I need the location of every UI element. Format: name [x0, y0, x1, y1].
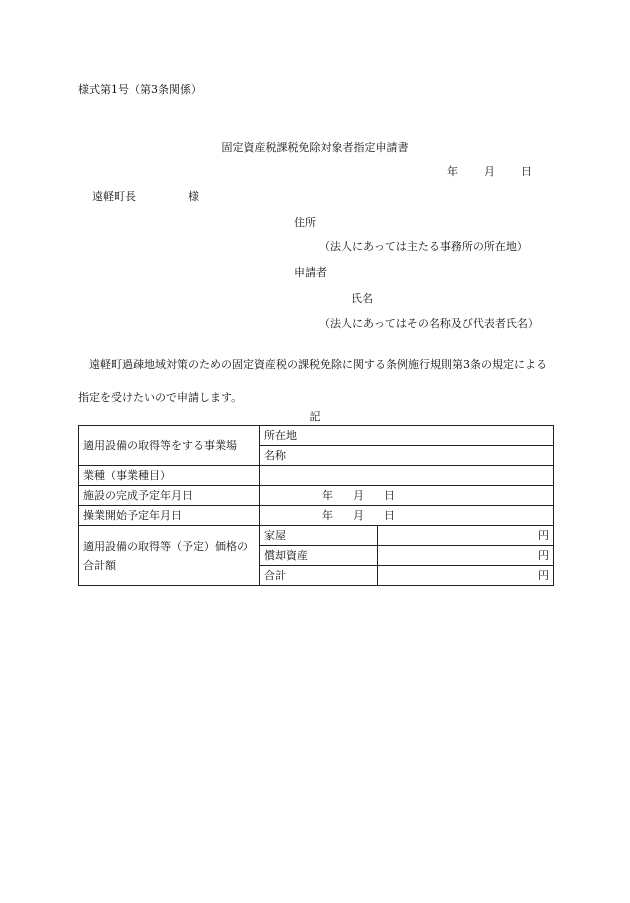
cost-row-label: 家屋 — [260, 526, 378, 546]
business-site-label: 適用設備の取得等をする事業場 — [79, 426, 260, 466]
industry-value — [260, 466, 554, 486]
cost-label: 適用設備の取得等（予定）価格の合計額 — [79, 526, 260, 586]
date-month: 月 — [353, 489, 364, 502]
cost-row-label: 償却資産 — [260, 546, 378, 566]
table-row — [79, 486, 554, 506]
date-line — [447, 163, 532, 179]
table-row — [79, 526, 554, 546]
date-month: 月 — [353, 509, 364, 522]
addressee-name: 遠軽町長 — [92, 190, 136, 203]
cost-row-unit: 円 — [378, 526, 554, 546]
location-label: 所在地 — [260, 426, 554, 446]
applicant-label: 申請者 — [294, 266, 327, 279]
detail-table — [78, 425, 554, 586]
cost-row-label: 合計 — [260, 566, 378, 586]
addressee-honorific: 様 — [188, 190, 199, 203]
date-year: 年 — [447, 165, 458, 178]
table-row — [79, 506, 554, 526]
cost-row-unit: 円 — [378, 546, 554, 566]
address-note: （法人にあっては主たる事務所の所在地） — [319, 240, 528, 253]
address-label: 住所 — [294, 216, 316, 229]
ki-heading: 記 — [309, 410, 321, 423]
industry-label: 業種（事業種目） — [79, 466, 260, 486]
completion-date-label: 施設の完成予定年月日 — [79, 486, 260, 506]
table-row — [79, 466, 554, 486]
site-name-label: 名称 — [260, 446, 554, 466]
cost-row-unit: 円 — [378, 566, 554, 586]
operation-date-label: 操業開始予定年月日 — [79, 506, 260, 526]
completion-date-value — [260, 486, 554, 506]
date-day: 日 — [384, 489, 395, 502]
name-label: 氏名 — [351, 292, 373, 305]
document-title: 固定資産税課税免除対象者指定申請書 — [221, 141, 409, 154]
operation-date-value — [260, 506, 554, 526]
date-day: 日 — [384, 509, 395, 522]
date-day: 日 — [521, 165, 532, 178]
date-year: 年 — [322, 489, 333, 502]
form-number: 様式第1号（第3条関係） — [78, 83, 202, 96]
date-year: 年 — [322, 509, 333, 522]
date-month: 月 — [484, 165, 495, 178]
addressee — [92, 188, 199, 204]
name-note: （法人にあってはその名称及び代表者氏名） — [319, 317, 539, 330]
body-text: 遠軽町過疎地域対策のための固定資産税の課税免除に関する条例施行規則第3条の規定による指定を受けたいので申請します。 — [78, 358, 547, 404]
table-row — [79, 426, 554, 446]
